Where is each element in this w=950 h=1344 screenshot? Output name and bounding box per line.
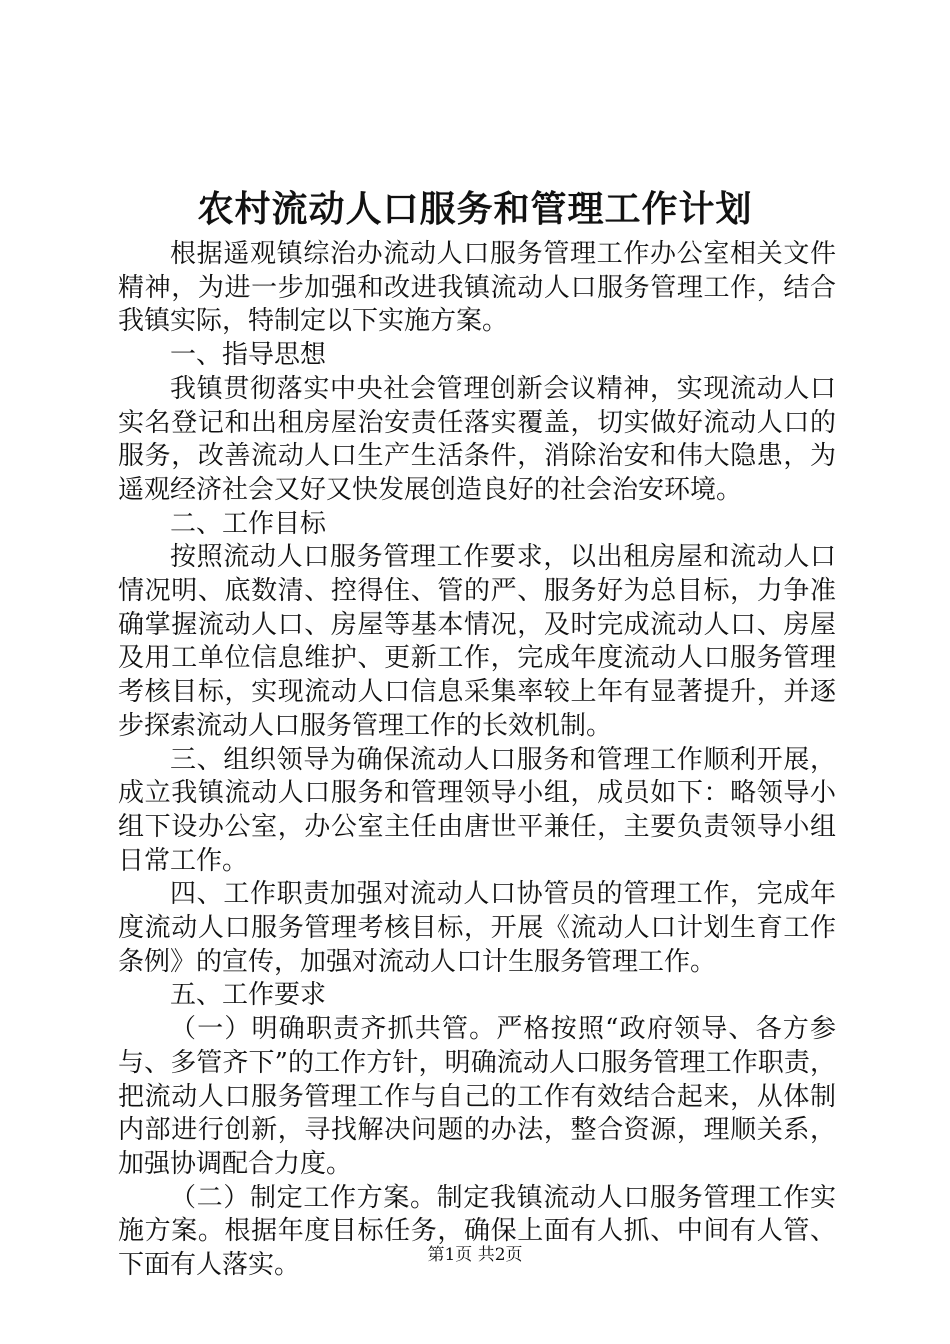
heading-work-requirements: 五、工作要求 xyxy=(170,980,327,1011)
paragraph-guiding-ideology: 我镇贯彻落实中央社会管理创新会议精神，实现流动人口实名登记和出租房屋治安责任落实覆盖，切实做好流动人口的服务，改善流动人口生产生活条件，消除治安和伟大隐患，为遥观经济社会又好又快发展创造良好的社会治安环境。 xyxy=(118,373,836,505)
paragraph-organization: 三、组织领导为确保流动人口服务和管理工作顺利开展，成立我镇流动人口服务和管理领导小组，成员如下：略领导小组下设办公室，办公室主任由唐世平兼任，主要负责领导小组日常工作。 xyxy=(118,744,836,876)
document-title: 农村流动人口服务和管理工作计划 xyxy=(197,188,753,230)
heading-work-goals: 二、工作目标 xyxy=(170,508,327,539)
page-number-footer: 第1页 共2页 xyxy=(427,1245,523,1265)
paragraph-work-goals: 按照流动人口服务管理工作要求，以出租房屋和流动人口情况明、底数清、控得住、管的严、服务好为总目标，力争准确掌握流动人口、房屋等基本情况，及时完成流动人口、房屋及用工单位信息维护、更新工作，完成年度流动人口服务管理考核目标，实现流动人口信息采集率较上年有显著提升，并逐步探索流动人口服务管理工作的长效机制。 xyxy=(118,542,836,741)
paragraph-responsibilities: 四、工作职责加强对流动人口协管员的管理工作，完成年度流动人口服务管理考核目标，开展《流动人口计划生育工作条例》的宣传，加强对流动人口计生服务管理工作。 xyxy=(118,879,836,977)
paragraph-requirement-1: （一）明确职责齐抓共管。严格按照“政府领导、各方参与、多管齐下”的工作方针，明确流动人口服务管理工作职责，把流动人口服务管理工作与自己的工作有效结合起来，从体制内部进行创新，寻找解决问题的办法，整合资源，理顺关系，加强协调配合力度。 xyxy=(118,1014,836,1179)
paragraph-intro: 根据遥观镇综治办流动人口服务管理工作办公室相关文件精神，为进一步加强和改进我镇流动人口服务管理工作，结合我镇实际，特制定以下实施方案。 xyxy=(118,239,836,337)
document-body xyxy=(118,238,836,1283)
paragraph-requirement-2: （二）制定工作方案。制定我镇流动人口服务管理工作实施方案。根据年度目标任务，确保上面有人抓、中间有人管、下面有人落实。 xyxy=(118,1182,836,1281)
heading-guiding-ideology: 一、指导思想 xyxy=(170,340,327,371)
